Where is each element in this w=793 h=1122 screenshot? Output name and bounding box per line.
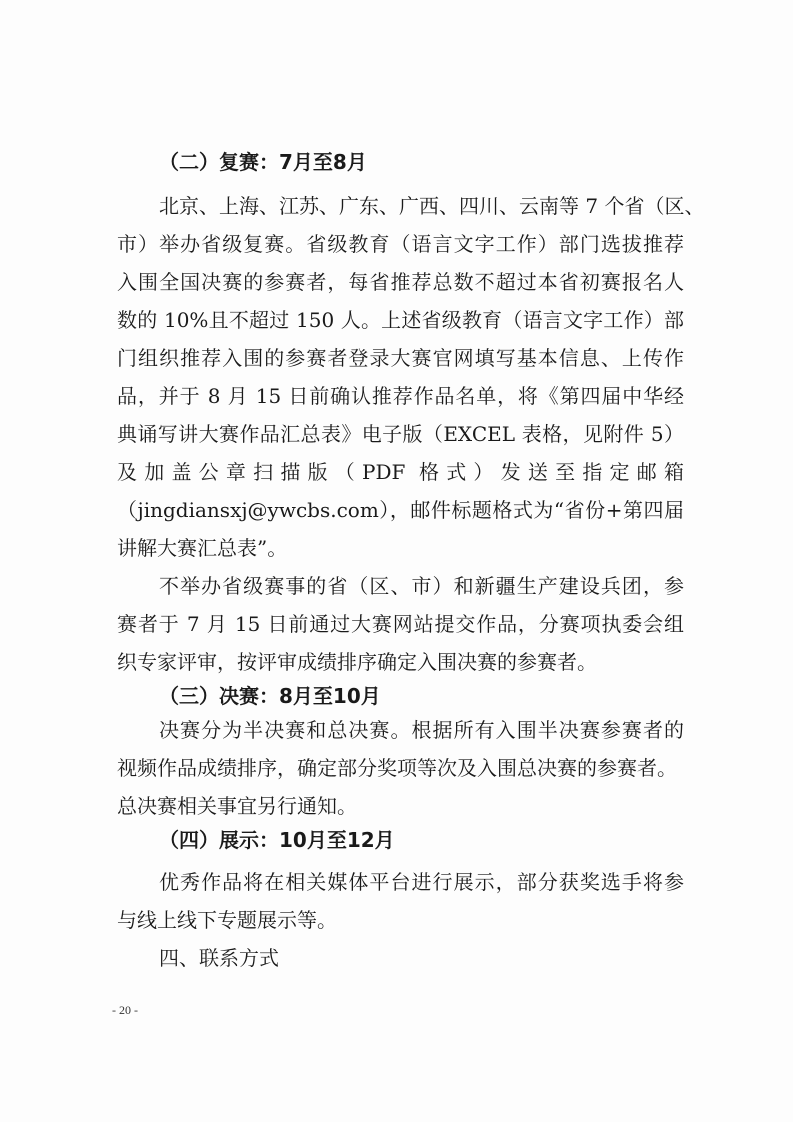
section-heading-semifinal: （二）复赛：7月至8月: [159, 150, 367, 174]
paragraph-line: （jingdiansxj@ywcbs.com），邮件标题格式为“省份+第四届: [117, 498, 684, 522]
section-heading-showcase: （四）展示：10月至12月: [159, 828, 395, 852]
paragraph-line: 入围全国决赛的参赛者，每省推荐总数不超过本省初赛报名人: [117, 270, 684, 294]
paragraph-line: 门组织推荐入围的参赛者登录大赛官网填写基本信息、上传作: [117, 346, 684, 370]
paragraph-line: 数的 10%且不超过 150 人。上述省级教育（语言文字工作）部: [117, 308, 684, 332]
paragraph-line: 总决赛相关事宜另行通知。: [117, 794, 357, 818]
paragraph-line: 讲解大赛汇总表”。: [117, 536, 288, 560]
paragraph-line: 视频作品成绩排序，确定部分奖项等次及入围总决赛的参赛者。: [117, 756, 677, 780]
page-number: - 20 -: [112, 1003, 138, 1017]
paragraph-line: 典诵写讲大赛作品汇总表》电子版（EXCEL 表格，见附件 5）: [117, 422, 684, 446]
paragraph-line: 及加盖公章扫描版（PDF 格式）发送至指定邮箱: [117, 460, 684, 484]
paragraph-line: 织专家评审，按评审成绩排序确定入围决赛的参赛者。: [117, 650, 597, 674]
paragraph-line: 决赛分为半决赛和总决赛。根据所有入围半决赛参赛者的: [159, 718, 684, 742]
paragraph-line: 不举办省级赛事的省（区、市）和新疆生产建设兵团，参: [159, 574, 684, 598]
paragraph-line: 北京、上海、江苏、广东、广西、四川、云南等 7 个省（区、: [159, 194, 705, 218]
section-heading-final: （三）决赛：8月至10月: [159, 684, 381, 708]
paragraph-line: 优秀作品将在相关媒体平台进行展示，部分获奖选手将参: [159, 870, 684, 894]
paragraph-line: 赛者于 7 月 15 日前通过大赛网站提交作品，分赛项执委会组: [117, 612, 684, 636]
section-heading-contact: 四、联系方式: [159, 946, 279, 970]
paragraph-line: 市）举办省级复赛。省级教育（语言文字工作）部门选拔推荐: [117, 232, 684, 256]
paragraph-line: 品，并于 8 月 15 日前确认推荐作品名单，将《第四届中华经: [117, 384, 684, 408]
paragraph-line: 与线上线下专题展示等。: [117, 908, 337, 932]
